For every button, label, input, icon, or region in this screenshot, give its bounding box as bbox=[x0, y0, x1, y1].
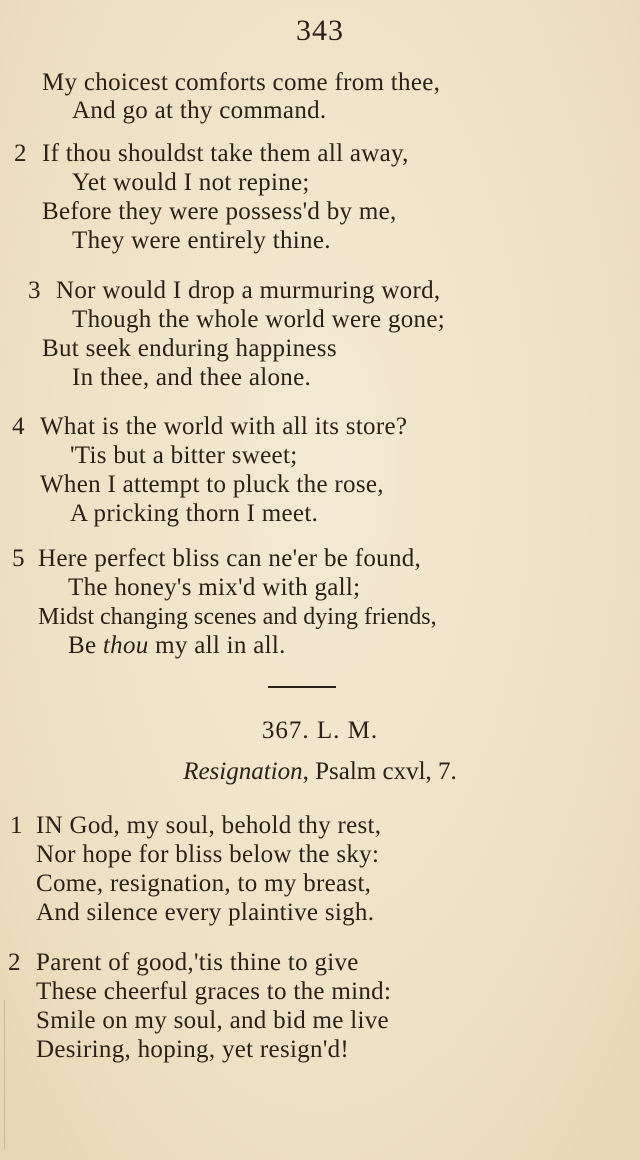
verse-line: IN God, my soul, behold thy rest, bbox=[36, 812, 382, 839]
verse-number: 1 bbox=[10, 812, 23, 839]
verse-line: Desiring, hoping, yet resign'd! bbox=[36, 1036, 350, 1063]
verse-line: Parent of good,'tis thine to give bbox=[36, 949, 359, 976]
verse-line: Midst changing scenes and dying friends, bbox=[38, 604, 437, 630]
verse-line: My choicest comforts come from thee, bbox=[42, 69, 441, 96]
verse-line: But seek enduring happiness bbox=[42, 335, 337, 362]
page-edge-shadow bbox=[4, 1000, 5, 1150]
verse-number: 5 bbox=[12, 545, 25, 572]
hymn-title bbox=[0, 757, 640, 787]
verse-number: 3 bbox=[28, 277, 41, 304]
verse-line: When I attempt to pluck the rose, bbox=[40, 471, 384, 498]
verse-line-emphasis bbox=[68, 631, 286, 661]
verse-line: Yet would I not repine; bbox=[72, 169, 310, 196]
verse-line: These cheerful graces to the mind: bbox=[36, 978, 392, 1005]
verse-line: If thou shouldst take them all away, bbox=[42, 140, 409, 167]
verse-line: The honey's mix'd with gall; bbox=[68, 574, 361, 601]
verse-line: Nor would I drop a murmuring word, bbox=[56, 277, 441, 304]
verse-number: 2 bbox=[8, 949, 21, 976]
verse-line: What is the world with all its store? bbox=[40, 413, 408, 440]
emphasized-word: thou bbox=[102, 632, 149, 659]
hymn-title-italic: Resignation bbox=[183, 758, 303, 785]
page-number: 343 bbox=[296, 14, 344, 47]
divider-rule bbox=[268, 686, 336, 688]
verse-line: Though the whole world were gone; bbox=[72, 306, 445, 333]
verse-line: Before they were possess'd by me, bbox=[42, 198, 397, 225]
verse-line: Here perfect bliss can ne'er be found, bbox=[38, 545, 422, 572]
verse-line: In thee, and thee alone. bbox=[72, 364, 312, 391]
hymn-heading: 367. L. M. bbox=[261, 717, 379, 744]
verse-line: Nor hope for bliss below the sky: bbox=[36, 841, 380, 868]
verse-line: And silence every plaintive sigh. bbox=[36, 899, 375, 926]
verse-line: Come, resignation, to my breast, bbox=[36, 870, 372, 897]
verse-line: And go at thy command. bbox=[72, 97, 327, 124]
verse-text: Be bbox=[68, 632, 103, 659]
verse-line: They were entirely thine. bbox=[72, 227, 331, 254]
verse-number: 2 bbox=[14, 140, 27, 167]
verse-text: my all in all. bbox=[148, 632, 286, 659]
verse-line: A pricking thorn I meet. bbox=[70, 500, 319, 527]
verse-line: Smile on my soul, and bid me live bbox=[36, 1007, 389, 1034]
verse-number: 4 bbox=[12, 413, 25, 440]
verse-line: 'Tis but a bitter sweet; bbox=[70, 442, 298, 469]
hymn-title-reference: , Psalm cxvl, 7. bbox=[302, 758, 457, 785]
